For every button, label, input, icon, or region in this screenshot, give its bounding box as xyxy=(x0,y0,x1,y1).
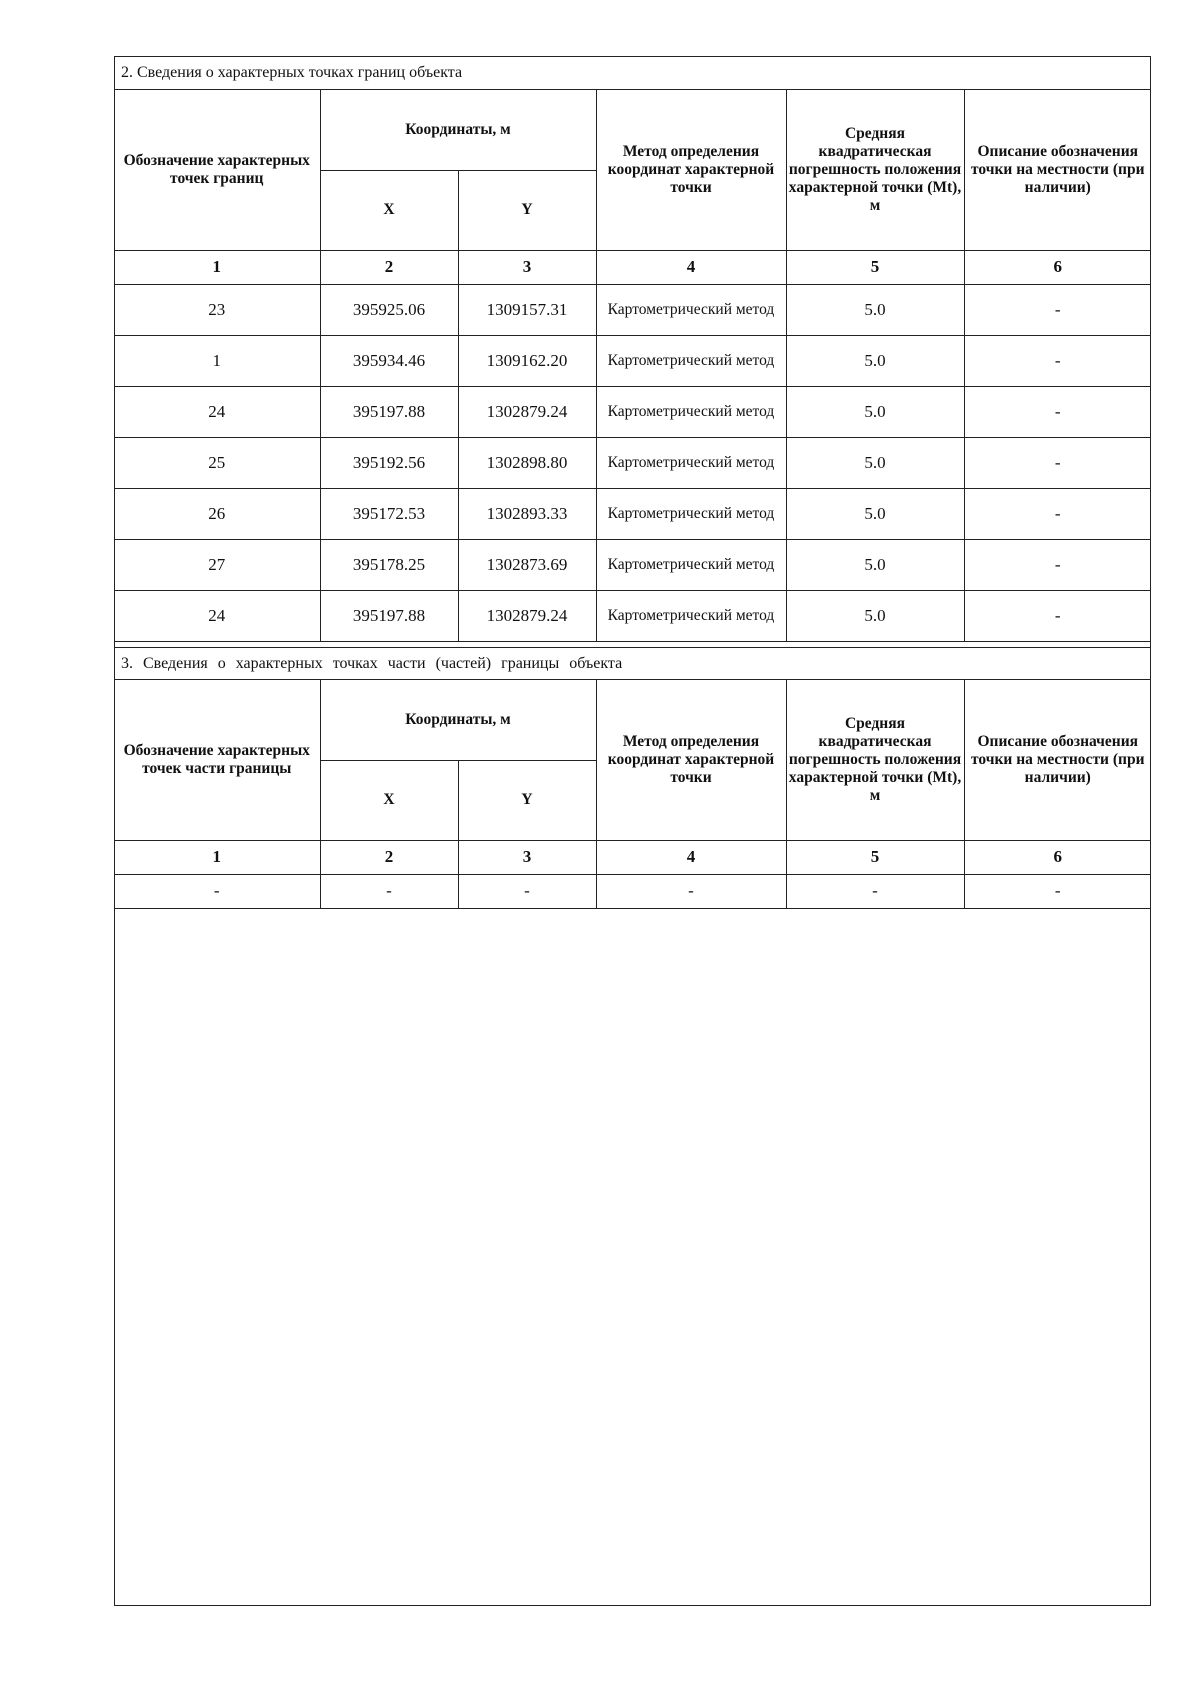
cell-mt: 5.0 xyxy=(786,488,964,539)
cell-method: Картометрический метод xyxy=(596,539,786,590)
cell-mt: 5.0 xyxy=(786,386,964,437)
header-x: X xyxy=(320,760,458,840)
section-2-title: 2. Сведения о характерных точках границ объекта xyxy=(115,57,1150,90)
cell-mt: 5.0 xyxy=(786,284,964,335)
cell-description: - xyxy=(964,590,1151,641)
column-number: 6 xyxy=(964,250,1151,284)
table-header-row xyxy=(114,90,1151,170)
cell-x: 395197.88 xyxy=(320,386,458,437)
cell-x: 395192.56 xyxy=(320,437,458,488)
cell-point: - xyxy=(114,874,320,908)
part-boundary-points-table xyxy=(114,680,1151,909)
header-method: Метод определения координат характерной точки xyxy=(596,680,786,840)
cell-mt: 5.0 xyxy=(786,539,964,590)
cell-y: 1309162.20 xyxy=(458,335,596,386)
table-header-row xyxy=(114,680,1151,760)
cell-description: - xyxy=(964,539,1151,590)
cell-y: 1302873.69 xyxy=(458,539,596,590)
cell-method: Картометрический метод xyxy=(596,437,786,488)
column-number: 1 xyxy=(114,250,320,284)
cell-y: - xyxy=(458,874,596,908)
cell-mt: 5.0 xyxy=(786,437,964,488)
cell-description: - xyxy=(964,488,1151,539)
column-number: 4 xyxy=(596,840,786,874)
cell-method: Картометрический метод xyxy=(596,335,786,386)
cell-method: Картометрический метод xyxy=(596,488,786,539)
header-coordinates: Координаты, м xyxy=(320,680,596,760)
column-number-row xyxy=(114,250,1151,284)
boundary-points-table xyxy=(114,90,1151,642)
column-number-row xyxy=(114,840,1151,874)
cell-description: - xyxy=(964,874,1151,908)
header-designation: Обозначение характерных точек части границы xyxy=(114,680,320,840)
document-frame xyxy=(114,56,1151,1606)
table-row xyxy=(114,539,1151,590)
cell-description: - xyxy=(964,386,1151,437)
cell-mt: - xyxy=(786,874,964,908)
cell-y: 1309157.31 xyxy=(458,284,596,335)
cell-point: 24 xyxy=(114,590,320,641)
cell-x: - xyxy=(320,874,458,908)
cell-point: 24 xyxy=(114,386,320,437)
cell-mt: 5.0 xyxy=(786,335,964,386)
cell-method: Картометрический метод xyxy=(596,284,786,335)
column-number: 2 xyxy=(320,250,458,284)
cell-y: 1302879.24 xyxy=(458,386,596,437)
header-description: Описание обозначения точки на местности (при наличии) xyxy=(964,90,1151,250)
column-number: 1 xyxy=(114,840,320,874)
column-number: 5 xyxy=(786,840,964,874)
column-number: 5 xyxy=(786,250,964,284)
table-row xyxy=(114,488,1151,539)
header-x: X xyxy=(320,170,458,250)
column-number: 4 xyxy=(596,250,786,284)
cell-point: 25 xyxy=(114,437,320,488)
table-row xyxy=(114,284,1151,335)
column-number: 2 xyxy=(320,840,458,874)
header-coordinates: Координаты, м xyxy=(320,90,596,170)
cell-description: - xyxy=(964,284,1151,335)
cell-method: Картометрический метод xyxy=(596,590,786,641)
cell-x: 395178.25 xyxy=(320,539,458,590)
cell-point: 27 xyxy=(114,539,320,590)
header-error: Средняя квадратическая погрешность положения характерной точки (Mt), м xyxy=(786,680,964,840)
cell-point: 23 xyxy=(114,284,320,335)
column-number: 6 xyxy=(964,840,1151,874)
cell-y: 1302898.80 xyxy=(458,437,596,488)
header-description: Описание обозначения точки на местности (при наличии) xyxy=(964,680,1151,840)
cell-method: - xyxy=(596,874,786,908)
cell-point: 26 xyxy=(114,488,320,539)
table-row xyxy=(114,437,1151,488)
cell-method: Картометрический метод xyxy=(596,386,786,437)
cell-x: 395172.53 xyxy=(320,488,458,539)
header-y: Y xyxy=(458,760,596,840)
cell-point: 1 xyxy=(114,335,320,386)
cell-x: 395934.46 xyxy=(320,335,458,386)
header-y: Y xyxy=(458,170,596,250)
column-number: 3 xyxy=(458,840,596,874)
cell-mt: 5.0 xyxy=(786,590,964,641)
column-number: 3 xyxy=(458,250,596,284)
cell-x: 395197.88 xyxy=(320,590,458,641)
cell-description: - xyxy=(964,437,1151,488)
cell-x: 395925.06 xyxy=(320,284,458,335)
section-3-title: 3. Сведения о характерных точках части (частей) границы объекта xyxy=(115,647,1150,680)
cell-description: - xyxy=(964,335,1151,386)
table-row xyxy=(114,335,1151,386)
table-row xyxy=(114,590,1151,641)
header-designation: Обозначение характерных точек границ xyxy=(114,90,320,250)
header-error: Средняя квадратическая погрешность положения характерной точки (Mt), м xyxy=(786,90,964,250)
cell-y: 1302893.33 xyxy=(458,488,596,539)
table-row xyxy=(114,386,1151,437)
table-row xyxy=(114,874,1151,908)
header-method: Метод определения координат характерной точки xyxy=(596,90,786,250)
cell-y: 1302879.24 xyxy=(458,590,596,641)
